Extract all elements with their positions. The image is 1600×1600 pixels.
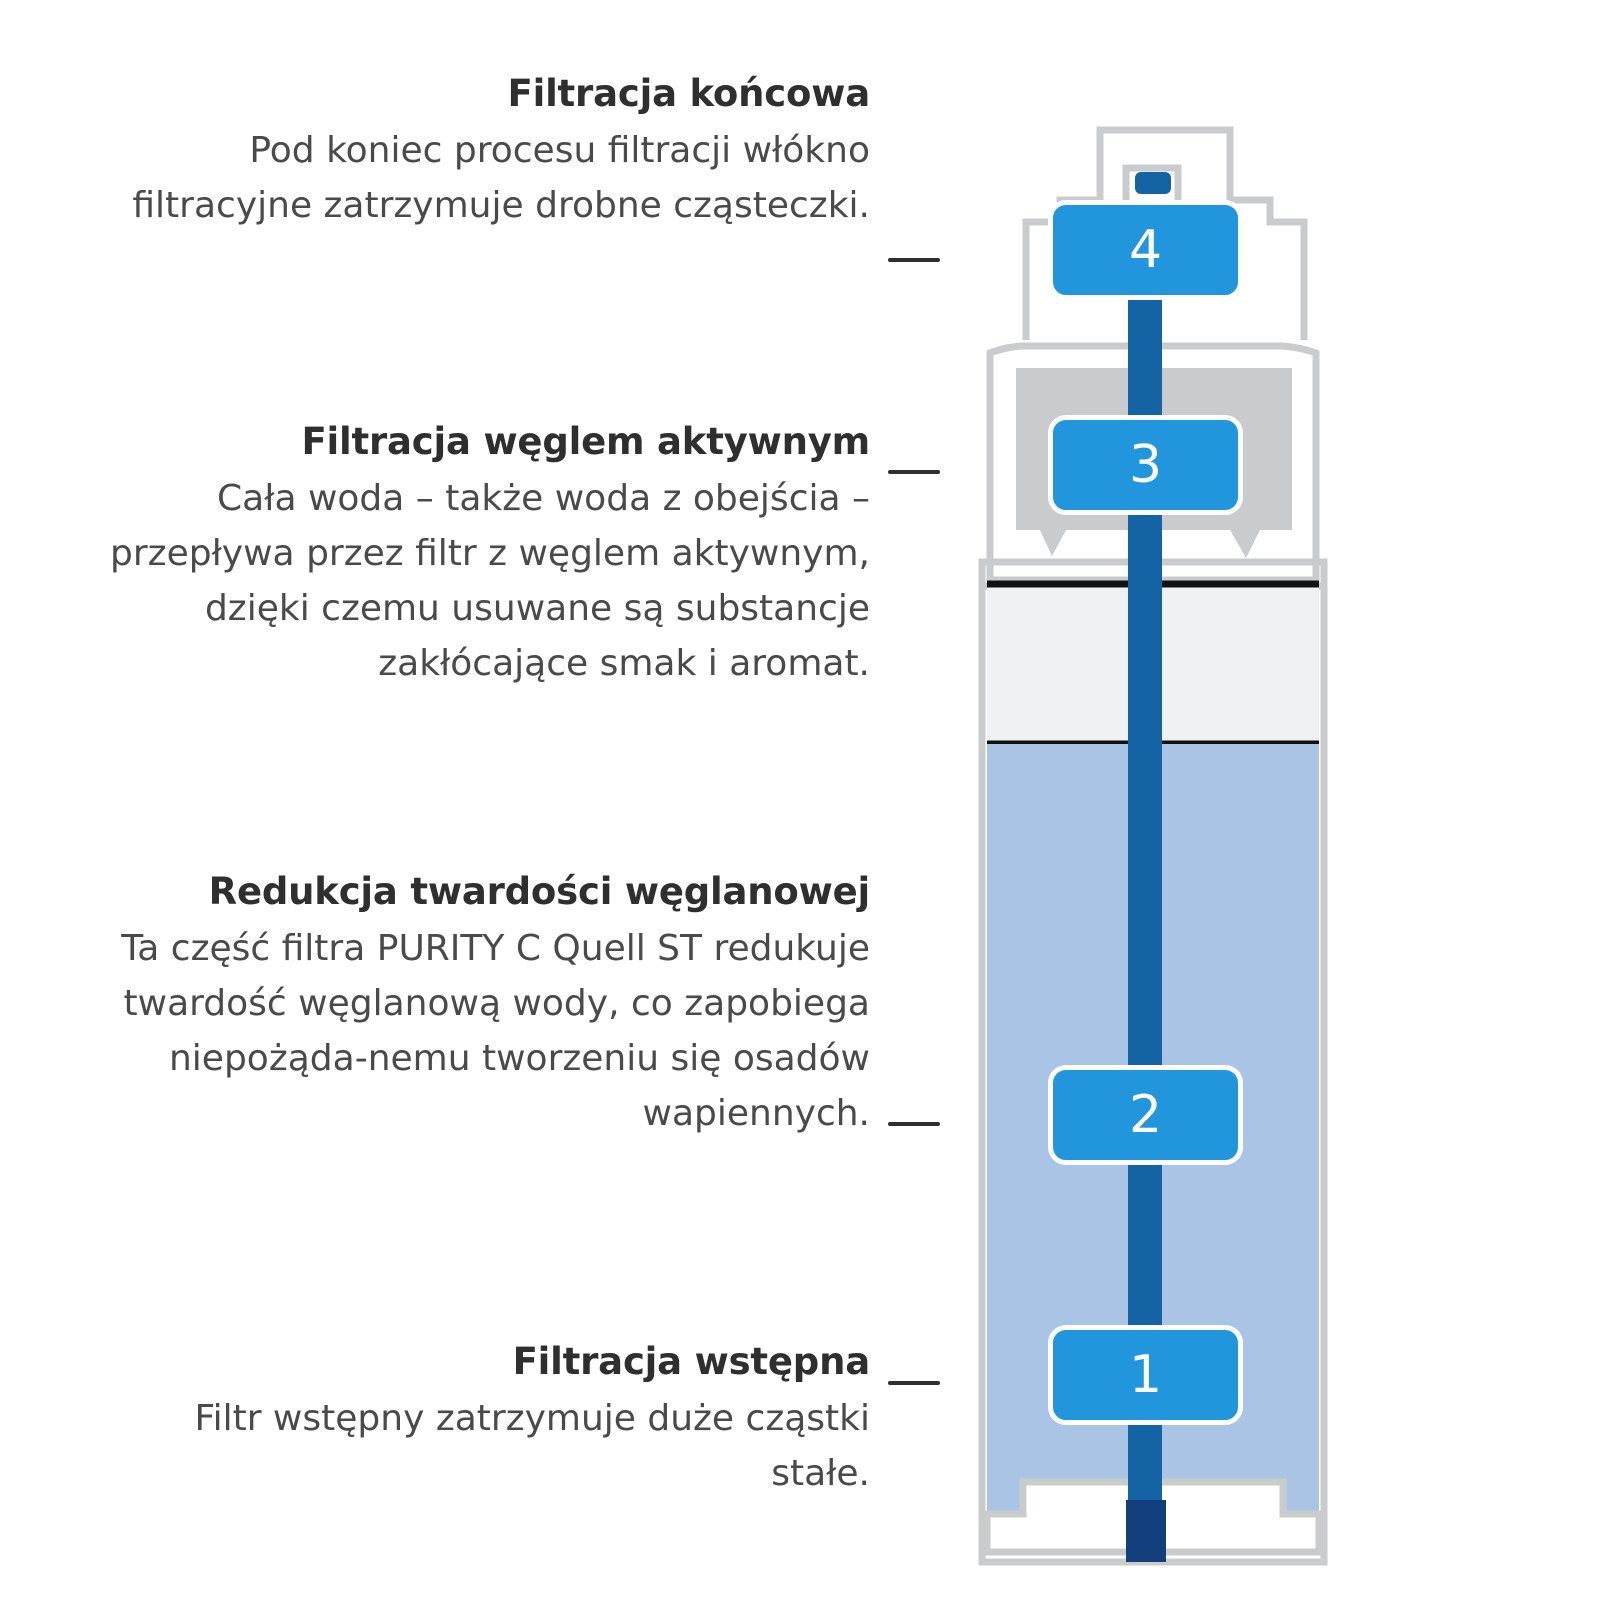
stage-badge-4[interactable]: 4 — [1048, 200, 1243, 300]
annotation-body-4: Pod koniec procesu filtracji włókno filtracyjne zatrzymuje drobne cząsteczki. — [132, 130, 870, 227]
annotation-block-2 — [100, 870, 870, 1141]
filter-cartridge-illustration — [930, 110, 1380, 1580]
annotation-block-3 — [100, 420, 870, 691]
stage-badge-2[interactable]: 2 — [1048, 1065, 1243, 1165]
annotation-heading-1: Filtracja wstępna — [512, 1340, 870, 1383]
annotation-heading-2: Redukcja twardości węglanowej — [208, 870, 870, 913]
annotation-body-1: Filtr wstępny zatrzymuje duże cząstki stałe. — [194, 1398, 870, 1495]
annotation-column — [100, 0, 870, 1600]
annotation-heading-4: Filtracja końcowa — [507, 72, 870, 115]
stage-badge-3[interactable]: 3 — [1048, 415, 1243, 515]
outlet-stem — [1126, 1500, 1166, 1562]
annotation-body-2: Ta część filtra PURITY C Quell ST redukuje twardość węglanową wody, co zapobiega niepożąda-nemu tworzeniu się osadów wapiennych. — [121, 928, 870, 1134]
stage-badge-1[interactable]: 1 — [1048, 1325, 1243, 1425]
annotation-block-1 — [100, 1340, 870, 1502]
annotation-body-3: Cała woda – także woda z obejścia – przepływa przez filtr z węglem aktywnym, dzięki czemu usuwane są substancje zakłócające smak i aromat. — [110, 478, 870, 684]
annotation-block-4 — [100, 72, 870, 234]
annotation-heading-3: Filtracja węglem aktywnym — [301, 420, 870, 463]
inlet-port — [1135, 172, 1171, 194]
